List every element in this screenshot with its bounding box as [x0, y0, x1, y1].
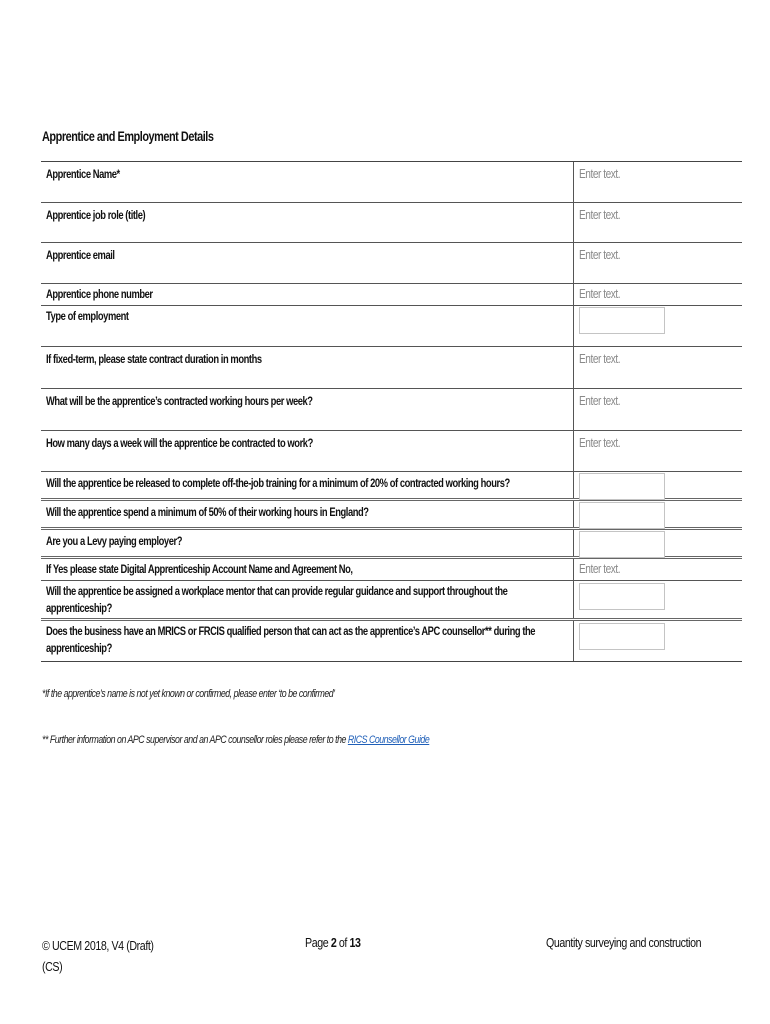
- email-input[interactable]: Enter text.: [579, 247, 621, 262]
- value-cell: [573, 621, 742, 661]
- phone-input[interactable]: Enter text.: [579, 286, 621, 301]
- row-label: Type of employment: [46, 309, 129, 323]
- current-page: 2: [330, 935, 337, 950]
- table-row: [41, 472, 742, 501]
- table-row: [41, 203, 742, 243]
- value-cell: [573, 306, 742, 346]
- table-row: [41, 501, 742, 530]
- footer-page-number: Page 2 of 13: [305, 935, 361, 950]
- row-label: Will the apprentice be assigned a workplace mentor that can provide regular guidance and support throughout the apprenticeship?: [46, 584, 508, 615]
- row-label: Apprentice email: [46, 248, 115, 262]
- value-cell: [573, 581, 742, 618]
- apc-counsellor-select[interactable]: [579, 623, 665, 650]
- value-cell: [573, 472, 742, 498]
- row-label: If fixed-term, please state contract duration in months: [46, 352, 262, 366]
- table-row: [41, 559, 742, 581]
- value-cell: [573, 162, 742, 202]
- working-hours-input[interactable]: Enter text.: [579, 393, 621, 408]
- account-name-input[interactable]: Enter text.: [579, 561, 621, 576]
- row-label: How many days a week will the apprentice be contracted to work?: [46, 436, 313, 450]
- value-cell: [573, 203, 742, 242]
- table-row: [41, 581, 742, 621]
- contract-duration-input[interactable]: Enter text.: [579, 351, 621, 366]
- note-name-confirmation: *If the apprentice’s name is not yet known or confirmed, please enter ‘to be confirmed’: [42, 688, 335, 700]
- table-row: [41, 530, 742, 559]
- value-cell: [573, 284, 742, 305]
- row-label: Will the apprentice spend a minimum of 50% of their working hours in England?: [46, 505, 369, 519]
- row-label: Apprentice job role (title): [46, 208, 146, 222]
- apprentice-name-input[interactable]: Enter text.: [579, 166, 621, 181]
- footer-copyright: © UCEM 2018, V4 (Draft) (CS): [42, 935, 178, 977]
- value-cell: [573, 347, 742, 388]
- total-pages: 13: [349, 935, 361, 950]
- value-cell: [573, 501, 742, 527]
- footer-course-title: Quantity surveying and construction: [546, 935, 702, 950]
- row-label: Apprentice Name*: [46, 167, 120, 181]
- footer-code: (CS): [42, 959, 63, 974]
- note-apc-info: [42, 734, 526, 746]
- england-hours-select[interactable]: [579, 502, 665, 529]
- table-row: [41, 389, 742, 431]
- employment-type-select[interactable]: [579, 307, 665, 334]
- value-cell: [573, 389, 742, 430]
- row-label: If Yes please state Digital Apprenticeship Account Name and Agreement No,: [46, 562, 353, 576]
- row-label: Does the business have an MRICS or FRCIS qualified person that can act as the apprentice’s APC counsellor** during the apprenticeship?: [46, 624, 536, 655]
- row-label: Will the apprentice be released to complete off-the-job training for a minimum of 20% of contracted working hours?: [46, 476, 510, 490]
- levy-payer-select[interactable]: [579, 531, 665, 558]
- off-the-job-training-select[interactable]: [579, 473, 665, 500]
- table-row: [41, 243, 742, 284]
- table-row: [41, 431, 742, 472]
- days-per-week-input[interactable]: Enter text.: [579, 435, 621, 450]
- value-cell: [573, 559, 742, 580]
- table-row: [41, 284, 742, 306]
- note-apc-text: ** Further information on APC supervisor and an APC counsellor roles please refer to the: [42, 734, 348, 746]
- value-cell: [573, 530, 742, 556]
- row-label: Are you a Levy paying employer?: [46, 534, 183, 548]
- section-title: Apprentice and Employment Details: [42, 128, 214, 144]
- value-cell: [573, 431, 742, 471]
- table-row: [41, 347, 742, 389]
- table-row: [41, 306, 742, 347]
- table-row: [41, 162, 742, 203]
- value-cell: [573, 243, 742, 283]
- job-role-input[interactable]: Enter text.: [579, 207, 621, 222]
- apprentice-details-table: [41, 161, 742, 662]
- row-label: What will be the apprentice’s contracted working hours per week?: [46, 394, 313, 408]
- row-label: Apprentice phone number: [46, 287, 153, 301]
- table-row: [41, 621, 742, 661]
- workplace-mentor-select[interactable]: [579, 583, 665, 610]
- rics-counsellor-guide-link[interactable]: RICS Counsellor Guide: [347, 734, 430, 746]
